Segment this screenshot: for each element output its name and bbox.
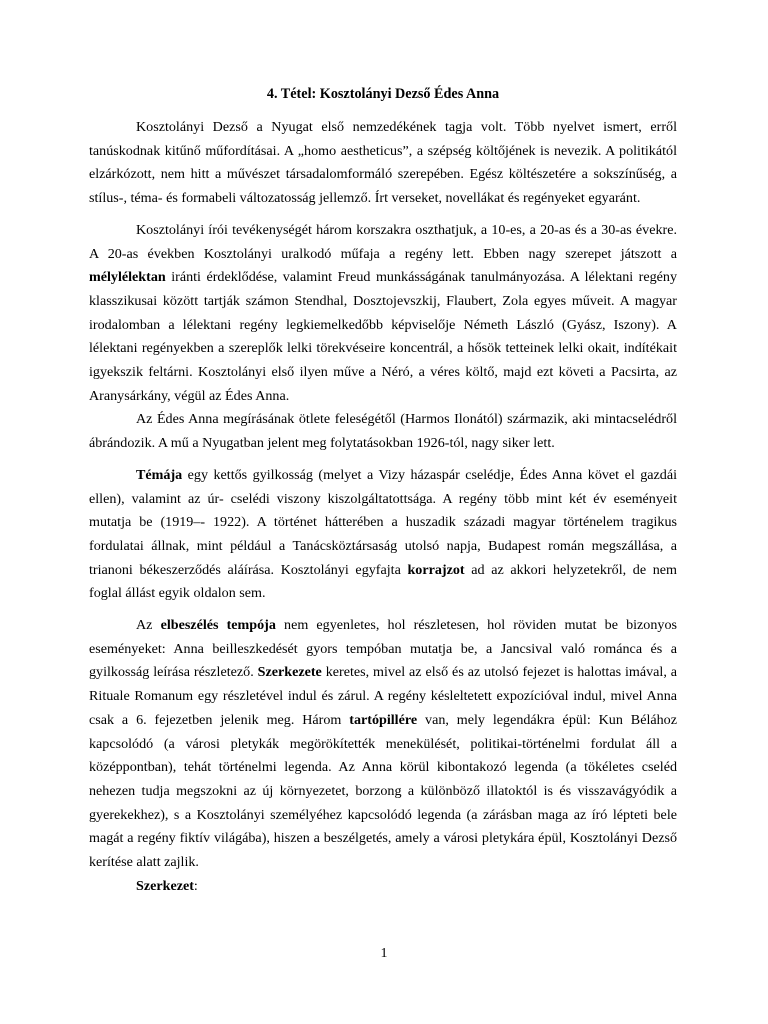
paragraph-intro: Kosztolányi Dezső a Nyugat első nemzedékének tagja volt. Több nyelvet ismert, erről tanúskodnak kitűnő műfordításai. A „homo aestheticus”, a szépség költőjének is nevezik. A politikától elzárkózott, nem hitt a művészet társadalomformáló szerepében. Egész költészetére a sokszínűség, a stílus-, téma- és formabeli változatosság jellemző. Írt verseket, novellákat és regényeket egyaránt. xyxy=(89,119,677,207)
bold-term-temaja: Témája xyxy=(136,466,183,483)
document-page xyxy=(89,85,677,899)
page-number: 1 xyxy=(380,946,388,961)
bold-term-elbeszeles-tempoja: elbeszélés tempója xyxy=(160,617,276,634)
bold-term-szerkezete: Szerkezete xyxy=(257,664,322,681)
bold-term-melylelektan: mélylélektan xyxy=(89,269,166,286)
bold-term-tartopillere: tartópillére xyxy=(349,711,418,728)
paragraph-structure: Az elbeszélés tempója nem egyenletes, hol részletesen, hol röviden mutat be bizonyos eseményeket: Anna beilleszkedését gyors tempóban mutatja be, a Jancsival való románca és a gyilkosság leírása részletező. Szerkezete keretes, mivel az első és az utolsó fejezet is halottas imával, a Rituale Romanum egy részletével indul és zárul. A regény késleltetett expozícióval indul, mivel Anna csak a 6. fejezetben jelenik meg. Három tartópillére van, mely legendákra épül: Kun Bélához kapcsolódó (a városi pletykák megörökítették menekülését, politikai-történelmi fordulat áll a középpontban), tehát történelmi legenda. Az Anna körül kibontakozó legenda (a tökéletes cseléd nehezen tudja megszokni az új környezetet, borzong a különböző illatoktól is és visszavágyódik a gyerekekhez), s a Kosztolányi személyéhez kapcsolódó legenda (a zárásban maga az író lépteti bele magát a regény fiktív világába), hiszen a beszélgetés, amely a városi pletykára épül, Kosztolányi Dezső kerítése alatt zajlik. xyxy=(89,617,677,871)
document-title: 4. Tétel: Kosztolányi Dezső Édes Anna xyxy=(266,86,500,102)
paragraph-theme: Témája egy kettős gyilkosság (melyet a Vizy házaspár cselédje, Édes Anna követ el gazdái ellen), valamint az úr- cselédi viszony kiszolgáltatottsága. A regény több mint két év eseményeit mutatja be (1919–- 1922). A történet hátterében a huszadik századi magyar történelem tragikus fordulatai állnak, mint például a Tanácsköztársaság utolsó napja, Budapest román megszállása, a trianoni békeszerződés aláírása. Kosztolányi egyfajta korrajzot ad az akkori helyzetekről, de nem foglal állást egyik oldalon sem. xyxy=(89,466,677,602)
paragraph-periods: Kosztolányi írói tevékenységét három korszakra oszthatjuk, a 10-es, a 20-as és a 30-as évekre. A 20-as években Kosztolányi uralkodó műfaja a regény lett. Ebben nagy szerepet játszott a mélylélektan iránti érdeklődése, valamint Freud munkásságának tanulmányozása. A lélektani regény klasszikusai között tartják számon Stendhal, Dosztojevszkij, Flaubert, Zola egyes műveit. A magyar irodalomban a lélektani regény legkiemelkedőbb képviselője Németh László (Gyász, Iszony). A lélektani regényekben a szereplők lelki törekvéseire koncentrál, a hősök tetteinek lelki okait, indítékait igyekszik feltárni. Kosztolányi első ilyen műve a Néró, a véres költő, majd ezt követi a Pacsirta, az Aranysárkány, végül az Édes Anna. xyxy=(89,221,677,404)
paragraph-origin: Az Édes Anna megírásának ötlete feleségétől (Harmos Ilonától) származik, aki mintacselédről ábrándozik. A mű a Nyugatban jelent meg folytatásokban 1926-tól, nagy siker lett. xyxy=(89,411,677,452)
bold-term-szerkezet: Szerkezet xyxy=(136,877,194,894)
bold-term-korrajzot: korrajzot xyxy=(407,561,465,578)
paragraph-heading-szerkezet: Szerkezet: xyxy=(136,877,198,894)
